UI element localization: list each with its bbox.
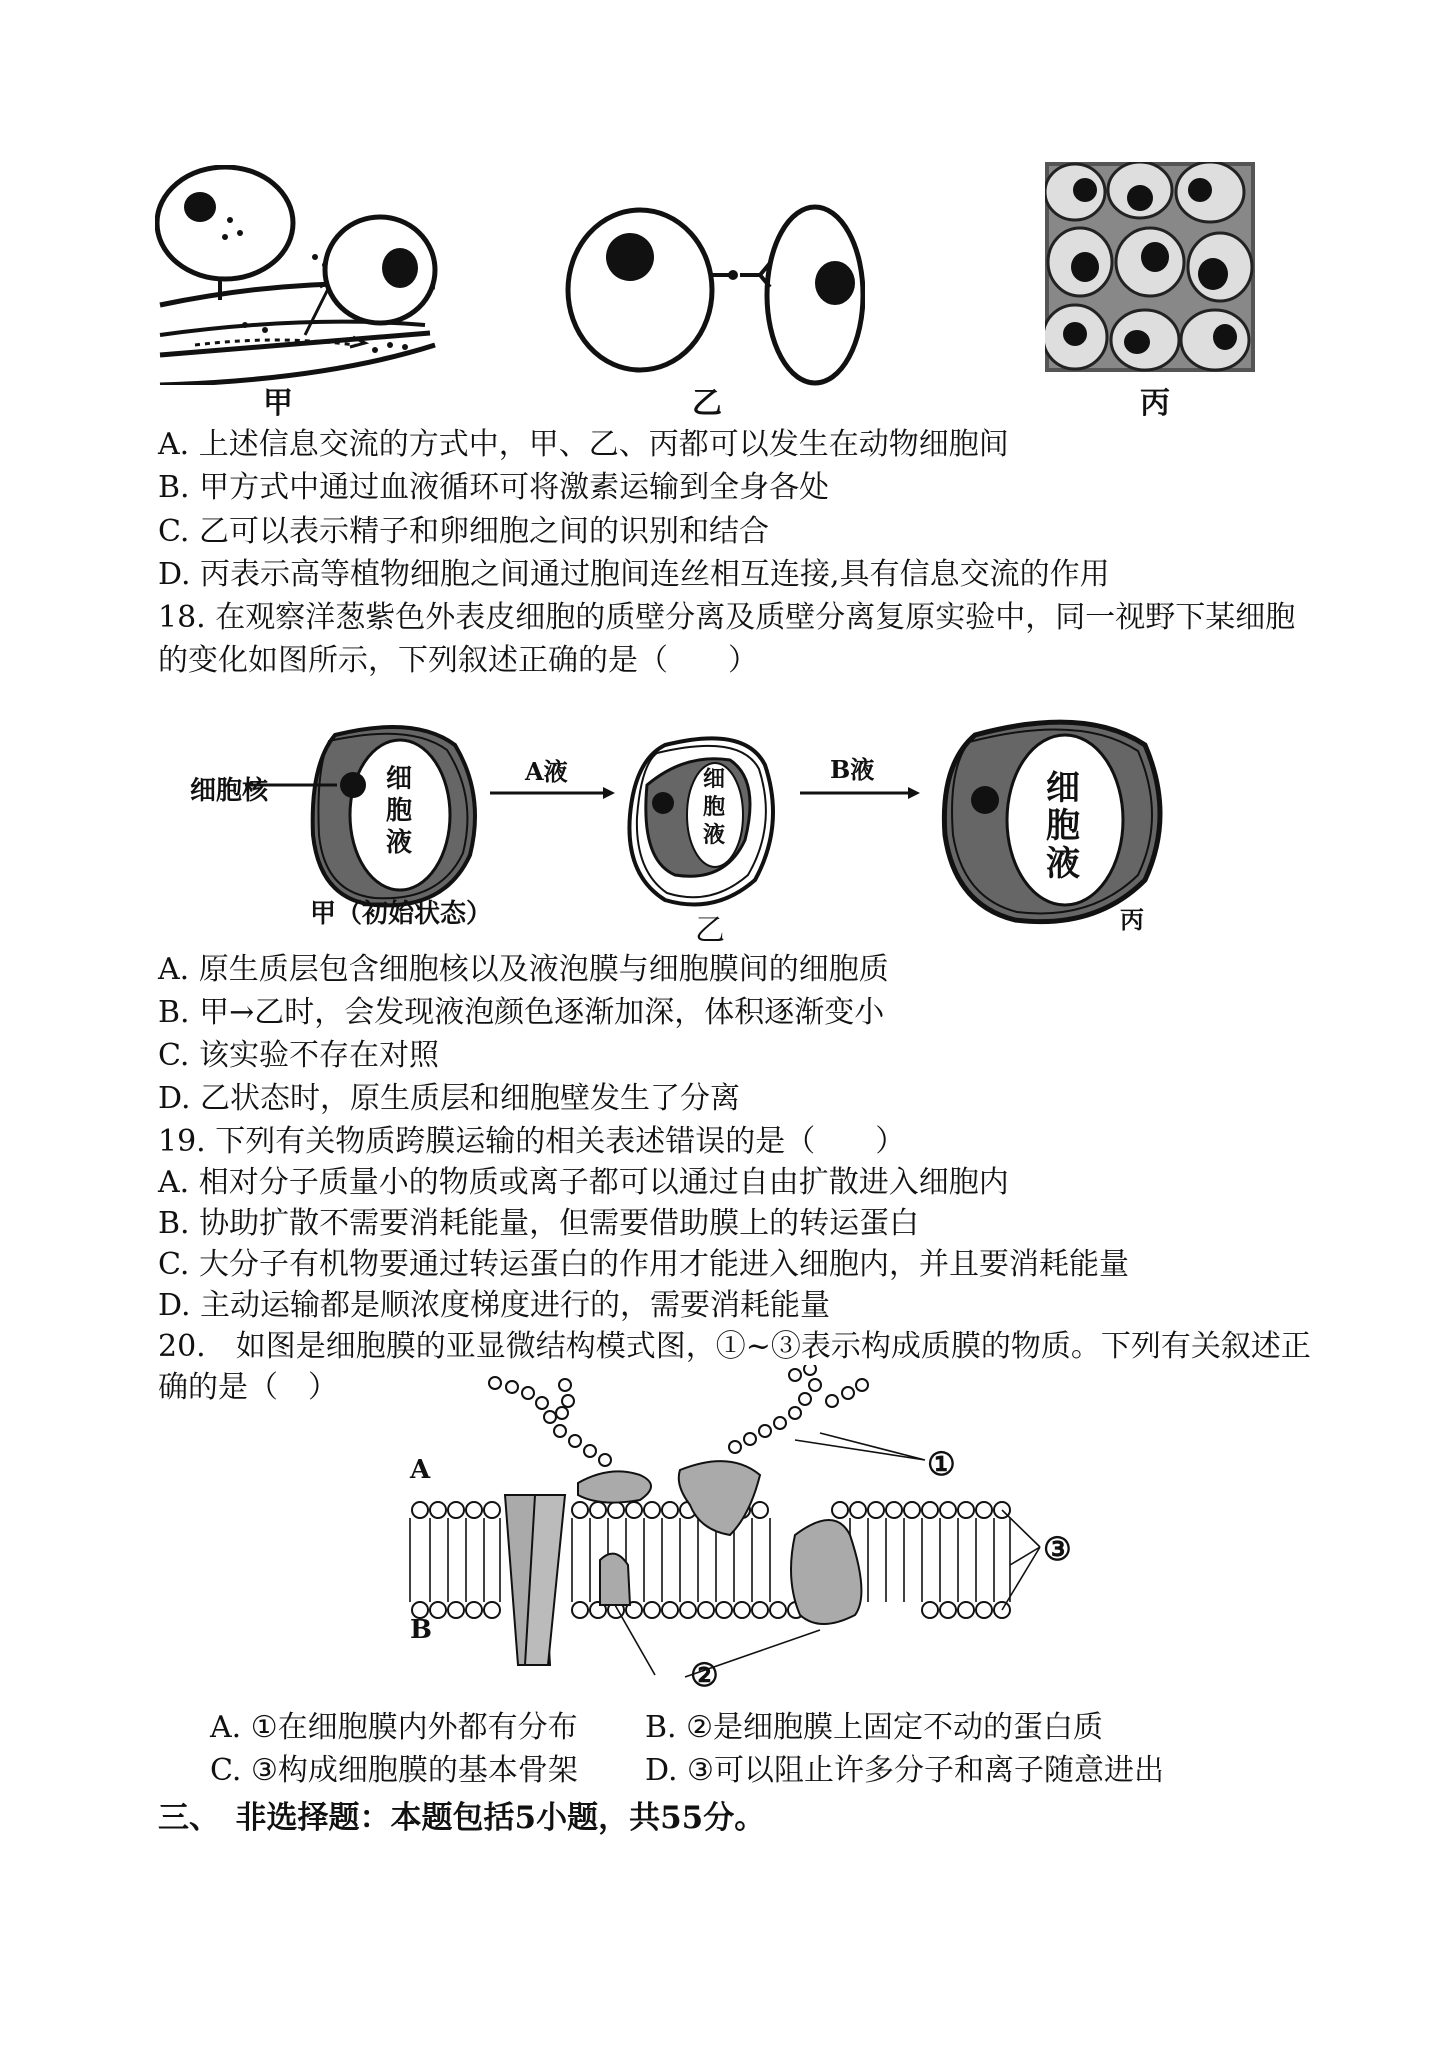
q20-stem-line1: 20. 如图是细胞膜的亚显微结构模式图，①~③表示构成质膜的物质。下列有关叙述正 bbox=[158, 1329, 1311, 1364]
q17-label-yi: 乙 bbox=[692, 386, 722, 421]
q18-state-jia: 甲（初始状态） bbox=[310, 899, 493, 929]
q18-nucleus-label: 细胞核 bbox=[190, 776, 269, 806]
q18-option-c: C. 该实验不存在对照 bbox=[158, 1038, 439, 1073]
q17-option-c: C. 乙可以表示精子和卵细胞之间的识别和结合 bbox=[158, 514, 769, 549]
q17-label-bing: 丙 bbox=[1140, 386, 1170, 421]
q20-option-c: C. ③构成细胞膜的基本骨架 bbox=[210, 1753, 578, 1788]
q17-option-b: B. 甲方式中通过血液循环可将激素运输到全身各处 bbox=[158, 470, 830, 505]
q20-stem-line2: 确的是（ ） bbox=[158, 1370, 338, 1405]
q18-vacuole-text-yi-3: 液 bbox=[703, 822, 726, 848]
q18-vacuole-text-yi-2: 胞 bbox=[703, 794, 726, 820]
q20-mark-3: ③ bbox=[1043, 1530, 1072, 1568]
q18-vacuole-text-bing-2: 胞 bbox=[1046, 806, 1080, 846]
q19-option-d: D. 主动运输都是顺浓度梯度进行的，需要消耗能量 bbox=[158, 1288, 831, 1323]
section-3-heading: 三、 非选择题：本题包括5小题，共55分。 bbox=[158, 1800, 766, 1836]
q18-option-b: B. 甲→乙时，会发现液泡颜色逐渐加深，体积逐渐变小 bbox=[158, 995, 885, 1030]
q20-mark-2: ② bbox=[690, 1656, 719, 1694]
q20-side-a: A bbox=[410, 1455, 431, 1485]
q17-label-jia: 甲 bbox=[263, 386, 293, 421]
q20-membrane-figure bbox=[400, 1365, 1080, 1695]
q18-arrow-b-label: B液 bbox=[830, 755, 875, 784]
q18-vacuole-text-bing-3: 液 bbox=[1046, 844, 1080, 884]
q20-side-b: B bbox=[410, 1615, 432, 1645]
q18-vacuole-text-yi-1: 细 bbox=[703, 766, 726, 792]
q18-stem-line1: 18. 在观察洋葱紫色外表皮细胞的质壁分离及质壁分离复原实验中，同一视野下某细胞 bbox=[158, 600, 1296, 635]
q17-option-d: D. 丙表示高等植物细胞之间通过胞间连丝相互连接,具有信息交流的作用 bbox=[158, 557, 1110, 592]
q19-option-c: C. 大分子有机物要通过转运蛋白的作用才能进入细胞内，并且要消耗能量 bbox=[158, 1247, 1129, 1282]
q17-figure-jia bbox=[155, 165, 445, 385]
q17-figure-bing bbox=[1045, 162, 1255, 372]
q20-option-b: B. ②是细胞膜上固定不动的蛋白质 bbox=[645, 1710, 1104, 1745]
q19-option-a: A. 相对分子质量小的物质或离子都可以通过自由扩散进入细胞内 bbox=[158, 1165, 1009, 1200]
q18-vacuole-text-jia-1: 细 bbox=[386, 764, 413, 794]
q18-vacuole-text-jia-2: 胞 bbox=[386, 796, 413, 826]
q19-option-b: B. 协助扩散不需要消耗能量，但需要借助膜上的转运蛋白 bbox=[158, 1206, 920, 1241]
q17-figure-yi bbox=[565, 195, 865, 395]
q18-vacuole-text-jia-3: 液 bbox=[386, 828, 413, 858]
q19-stem: 19. 下列有关物质跨膜运输的相关表述错误的是（ ） bbox=[158, 1124, 906, 1159]
q17-option-a: A. 上述信息交流的方式中，甲、乙、丙都可以发生在动物细胞间 bbox=[158, 427, 1009, 462]
q18-vacuole-text-bing-1: 细 bbox=[1046, 768, 1080, 808]
q20-option-a: A. ①在细胞膜内外都有分布 bbox=[210, 1710, 578, 1745]
q18-state-yi: 乙 bbox=[695, 913, 725, 948]
q18-option-d: D. 乙状态时，原生质层和细胞壁发生了分离 bbox=[158, 1081, 741, 1116]
q18-stem-line2: 的变化如图所示，下列叙述正确的是（ ） bbox=[158, 643, 758, 678]
q18-option-a: A. 原生质层包含细胞核以及液泡膜与细胞膜间的细胞质 bbox=[158, 952, 889, 987]
q20-mark-1: ① bbox=[927, 1445, 956, 1483]
q18-state-bing: 丙 bbox=[1120, 905, 1144, 934]
q20-option-d: D. ③可以阻止许多分子和离子随意进出 bbox=[645, 1753, 1164, 1788]
q18-arrow-a-label: A液 bbox=[525, 757, 568, 786]
